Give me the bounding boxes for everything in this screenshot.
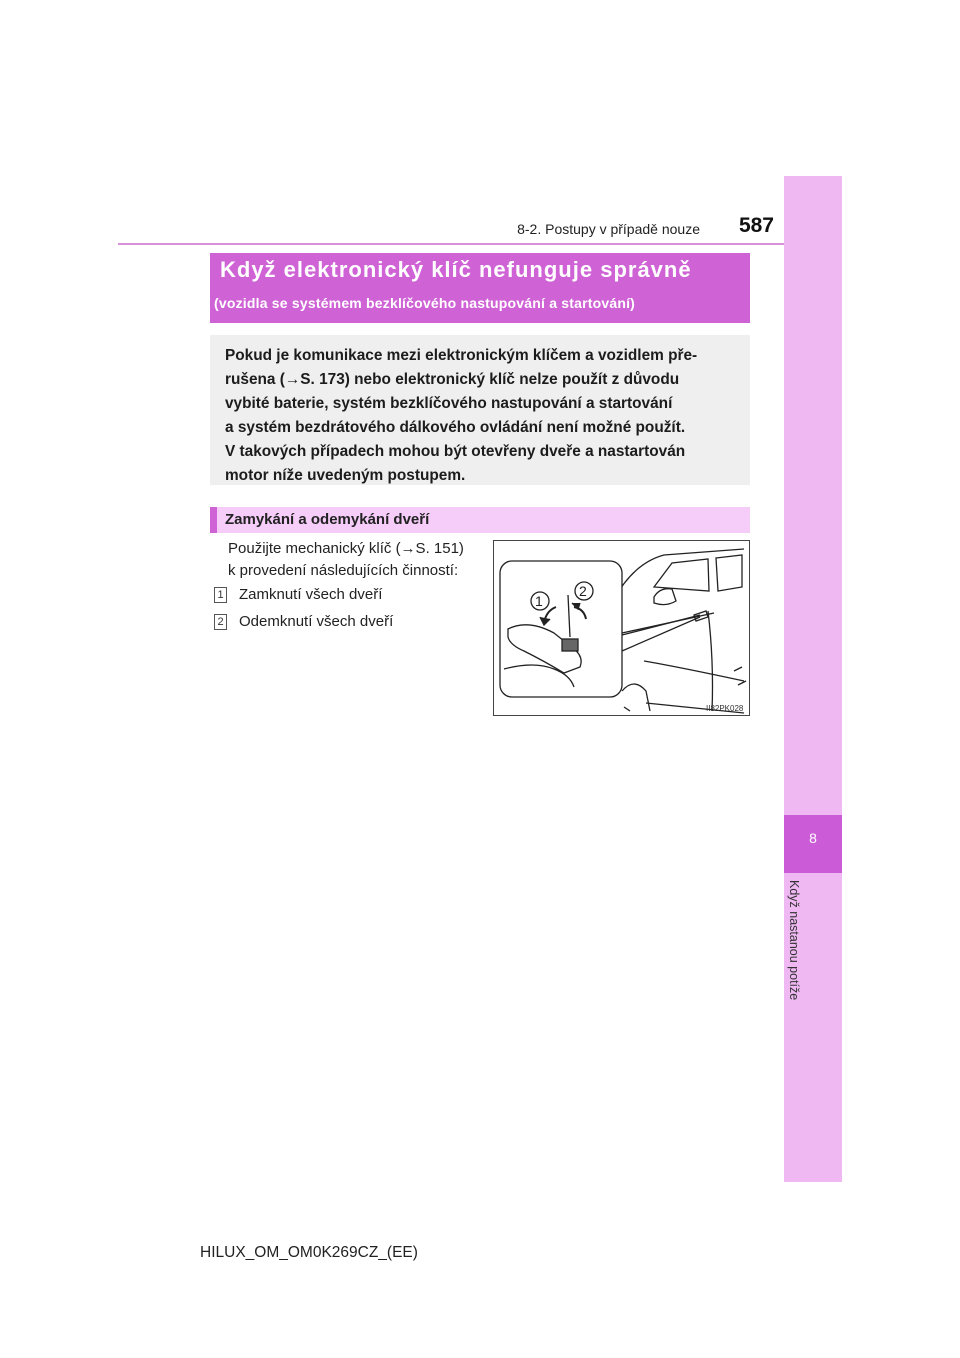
side-tab-title-text: Když nastanou potíže xyxy=(787,880,801,1001)
intro-line: motor níže uvedeným postupem. xyxy=(225,467,466,484)
callout-1: 1 xyxy=(535,593,543,609)
step-item xyxy=(214,613,393,630)
car-side-detail xyxy=(624,707,630,711)
car-wheel-arch xyxy=(622,684,650,711)
page-title: Když elektronický klíč nefunguje správně xyxy=(220,257,692,282)
car-window-frame xyxy=(654,559,709,591)
car-side-detail xyxy=(734,667,742,671)
body-line: k provedení následujících činností: xyxy=(228,562,459,579)
step-number-badge: 1 xyxy=(214,587,227,603)
step-text: Odemknutí všech dveří xyxy=(239,613,394,630)
intro-line: V takových případech mohou být otevřeny dveře a nastartován xyxy=(225,443,686,460)
inset-frame xyxy=(500,561,622,697)
key-cylinder xyxy=(562,639,578,651)
car-rear-window xyxy=(716,555,742,591)
body-text xyxy=(228,538,492,582)
callout-2: 2 xyxy=(579,583,587,599)
step-text: Zamknutí všech dveří xyxy=(239,586,383,603)
sub-heading-accent xyxy=(210,507,217,533)
step-number-badge: 2 xyxy=(214,614,227,630)
sub-heading: Zamykání a odemykání dveří xyxy=(225,511,430,528)
car-door-edge xyxy=(708,611,713,711)
car-mirror xyxy=(654,589,676,605)
intro-line: vybité baterie, systém bezklíčového nastupování a startování xyxy=(225,395,673,412)
key-lock-illustration xyxy=(493,540,750,716)
zoom-line xyxy=(622,615,700,635)
zoom-line xyxy=(622,617,700,651)
figure-code: II82PK028 xyxy=(706,704,744,713)
page-subtitle: (vozidla se systémem bezklíčového nastupování a startování) xyxy=(214,295,636,311)
side-tab-chapter-number: 8 xyxy=(809,830,817,846)
intro-line: a systém bezdrátového dálkového ovládání není možné použít. xyxy=(225,419,686,436)
body-line: Použijte mechanický klíč (→S. 151) xyxy=(228,540,464,557)
header-rule xyxy=(118,243,784,245)
step-item xyxy=(214,586,382,603)
car-door-lower xyxy=(644,661,744,681)
door-key-drawing xyxy=(494,541,749,715)
intro-line: rušena (→S. 173) nebo elektronický klíč nelze použít z důvodu xyxy=(225,371,680,388)
car-side-detail xyxy=(738,681,746,685)
side-tab-title xyxy=(783,880,803,1080)
section-label: 8-2. Postupy v případě nouze xyxy=(517,221,700,237)
page-number: 587 xyxy=(738,214,774,237)
intro-line: Pokud je komunikace mezi elektronickým klíčem a vozidlem pře- xyxy=(225,347,698,364)
intro-text xyxy=(225,344,741,488)
footer-doc-code: HILUX_OM_OM0K269CZ_(EE) xyxy=(200,1244,418,1261)
